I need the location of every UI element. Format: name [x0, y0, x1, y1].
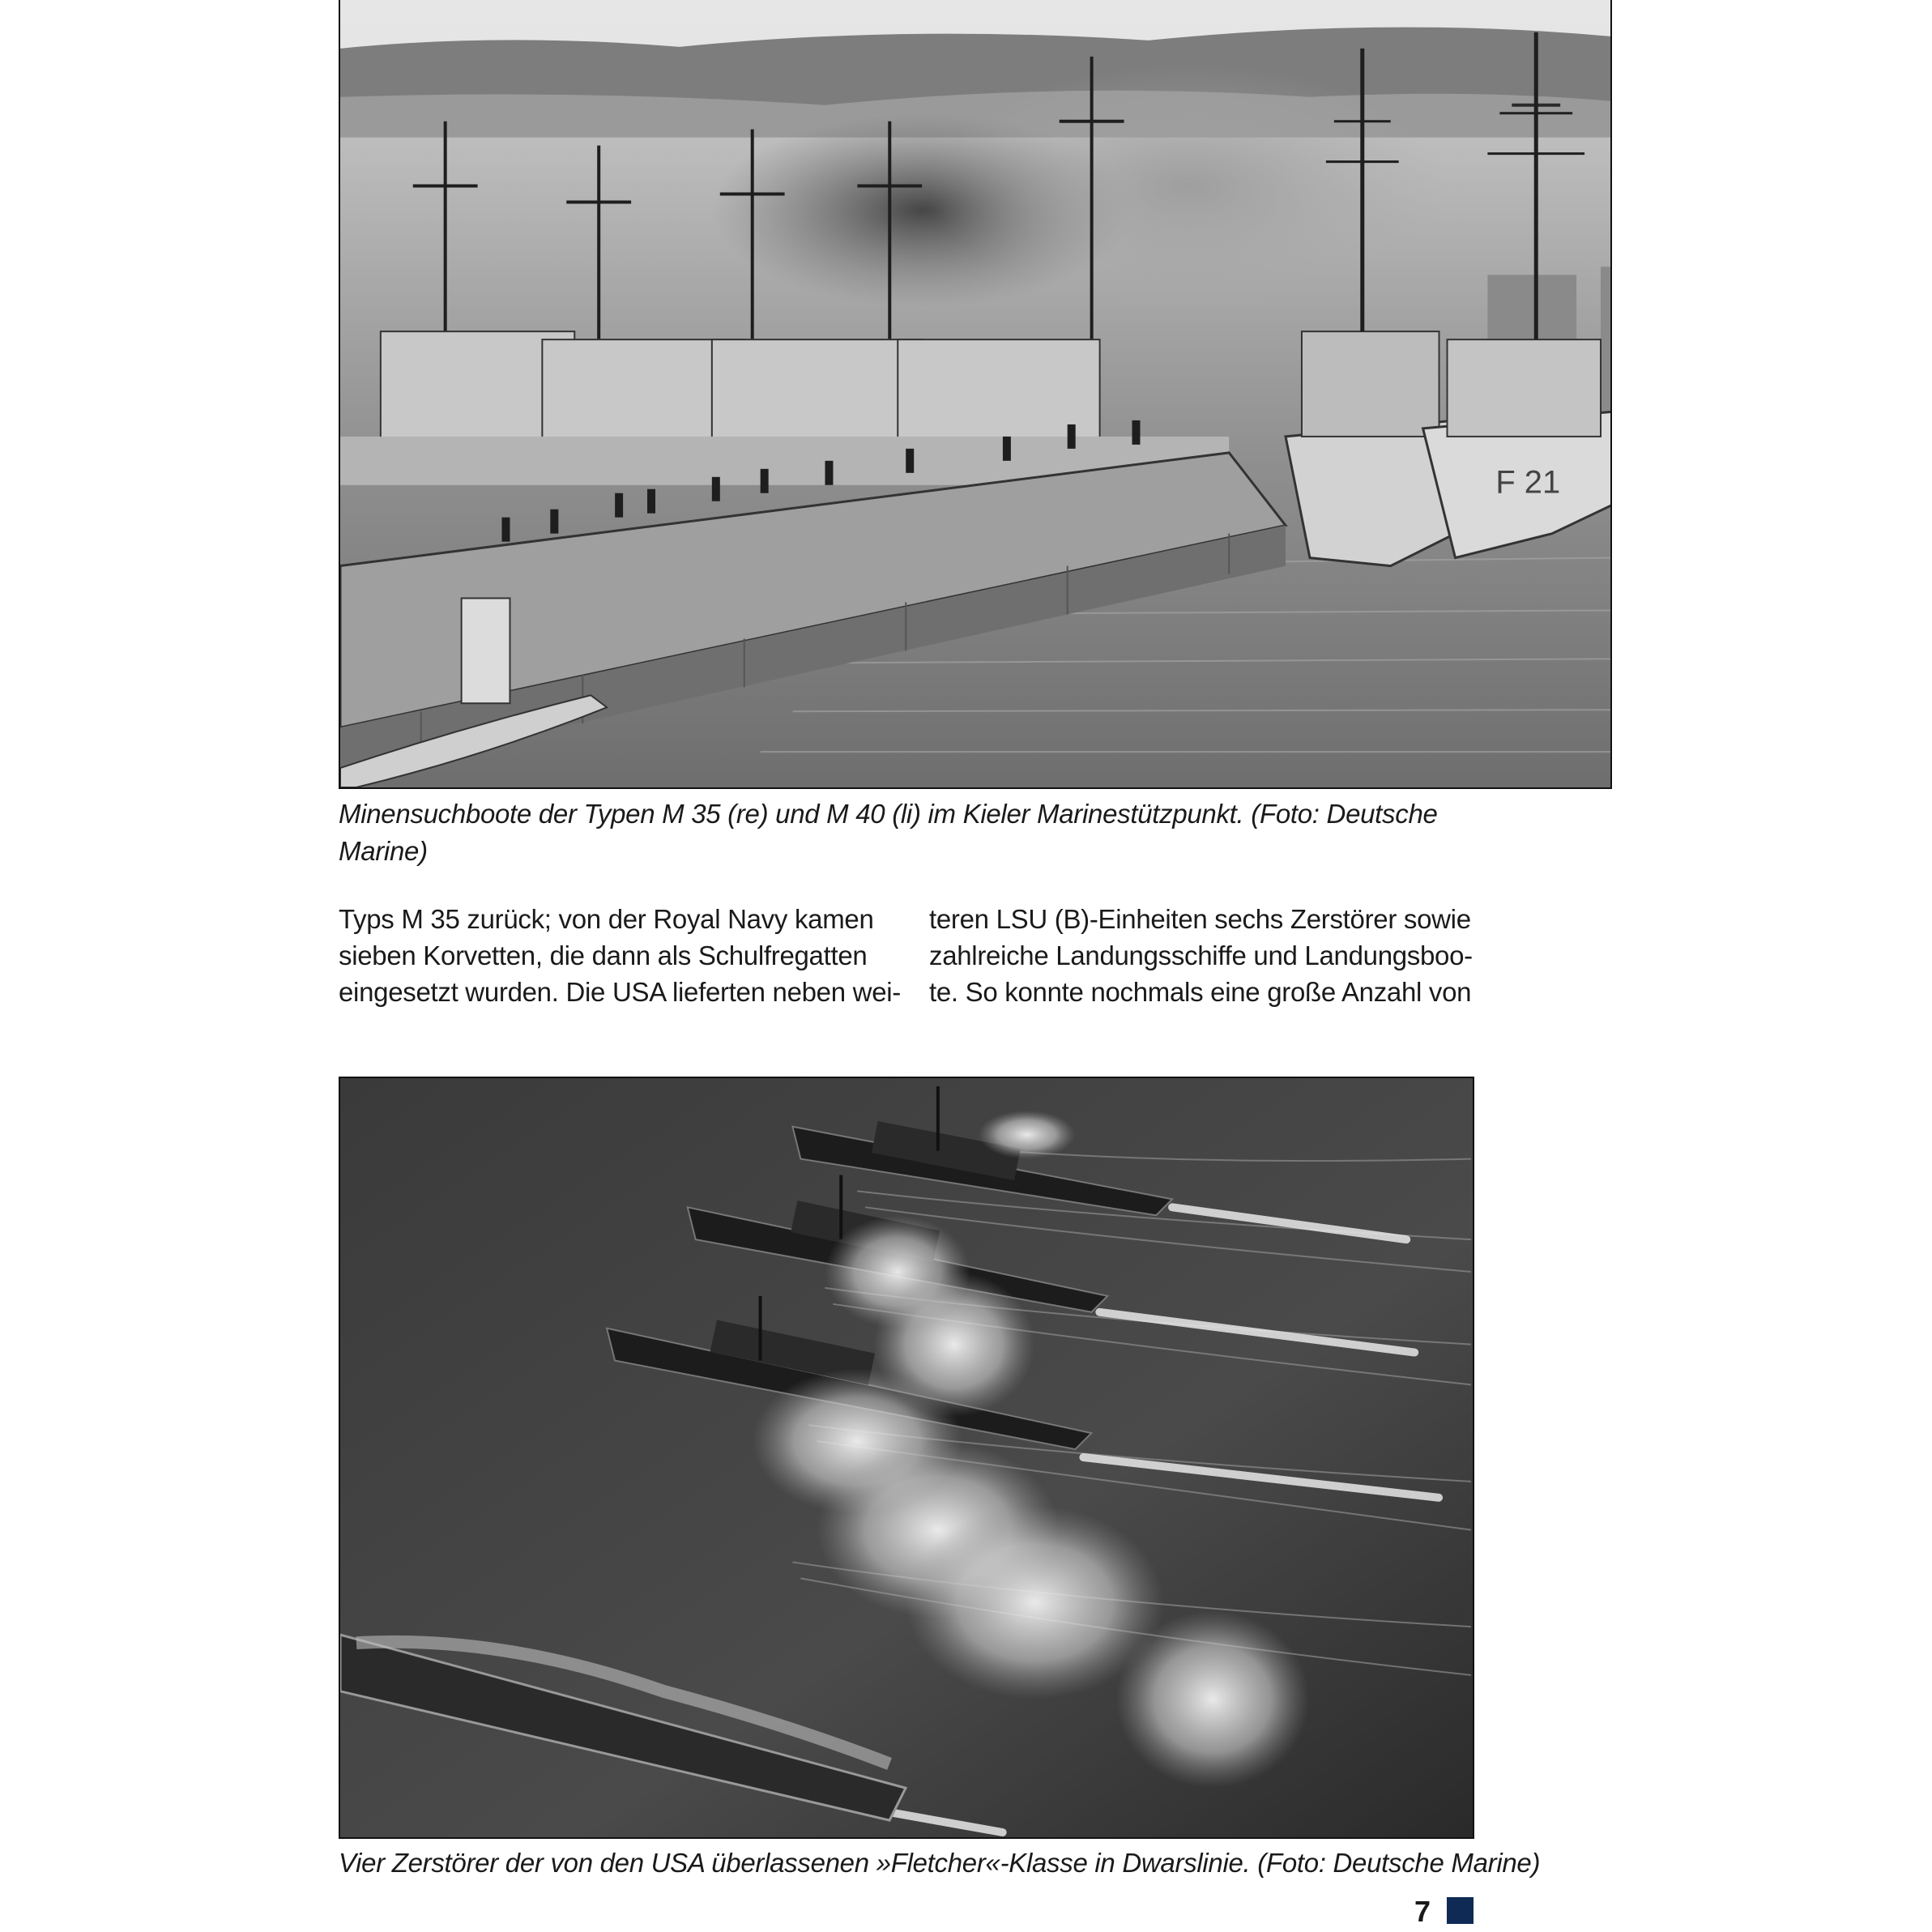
body-text-left-column	[339, 901, 901, 1010]
hull-number-marking: F 21	[1495, 464, 1561, 501]
text-line: zahlreiche Landungsschiffe und Landungsboo-	[929, 940, 1473, 970]
page-marker-square	[1447, 1897, 1474, 1924]
photo-fletcher-destroyers	[339, 1077, 1474, 1839]
photo-caption-minesweepers	[339, 795, 1456, 870]
text-line: Typs M 35 zurück; von der Royal Navy kamen	[339, 904, 874, 934]
text-line: sieben Korvetten, die dann als Schulfregatten	[339, 940, 868, 970]
photo-minesweepers-image	[340, 0, 1610, 787]
photo-minesweepers-kiel	[339, 0, 1612, 789]
body-text-right-column	[929, 901, 1488, 1010]
photo-destroyers-image	[340, 1078, 1473, 1837]
caption-line: Minensuchboote der Typen M 35 (re) und M 40 (li) im Kieler Marinestützpunkt. (Foto: Deutsche	[339, 799, 1438, 829]
photo-caption-destroyers: Vier Zerstörer der von den USA überlassenen »Fletcher«-Klasse in Dwarslinie. (Foto: Deutsche Marine)	[339, 1848, 1541, 1878]
caption-line: Marine)	[339, 836, 428, 866]
text-line: te. So konnte nochmals eine große Anzahl von	[929, 977, 1472, 1007]
text-line: eingesetzt wurden. Die USA lieferten neben wei-	[339, 977, 901, 1007]
page-number: 7	[1414, 1895, 1431, 1928]
text-line: teren LSU (B)-Einheiten sechs Zerstörer sowie	[929, 904, 1471, 934]
